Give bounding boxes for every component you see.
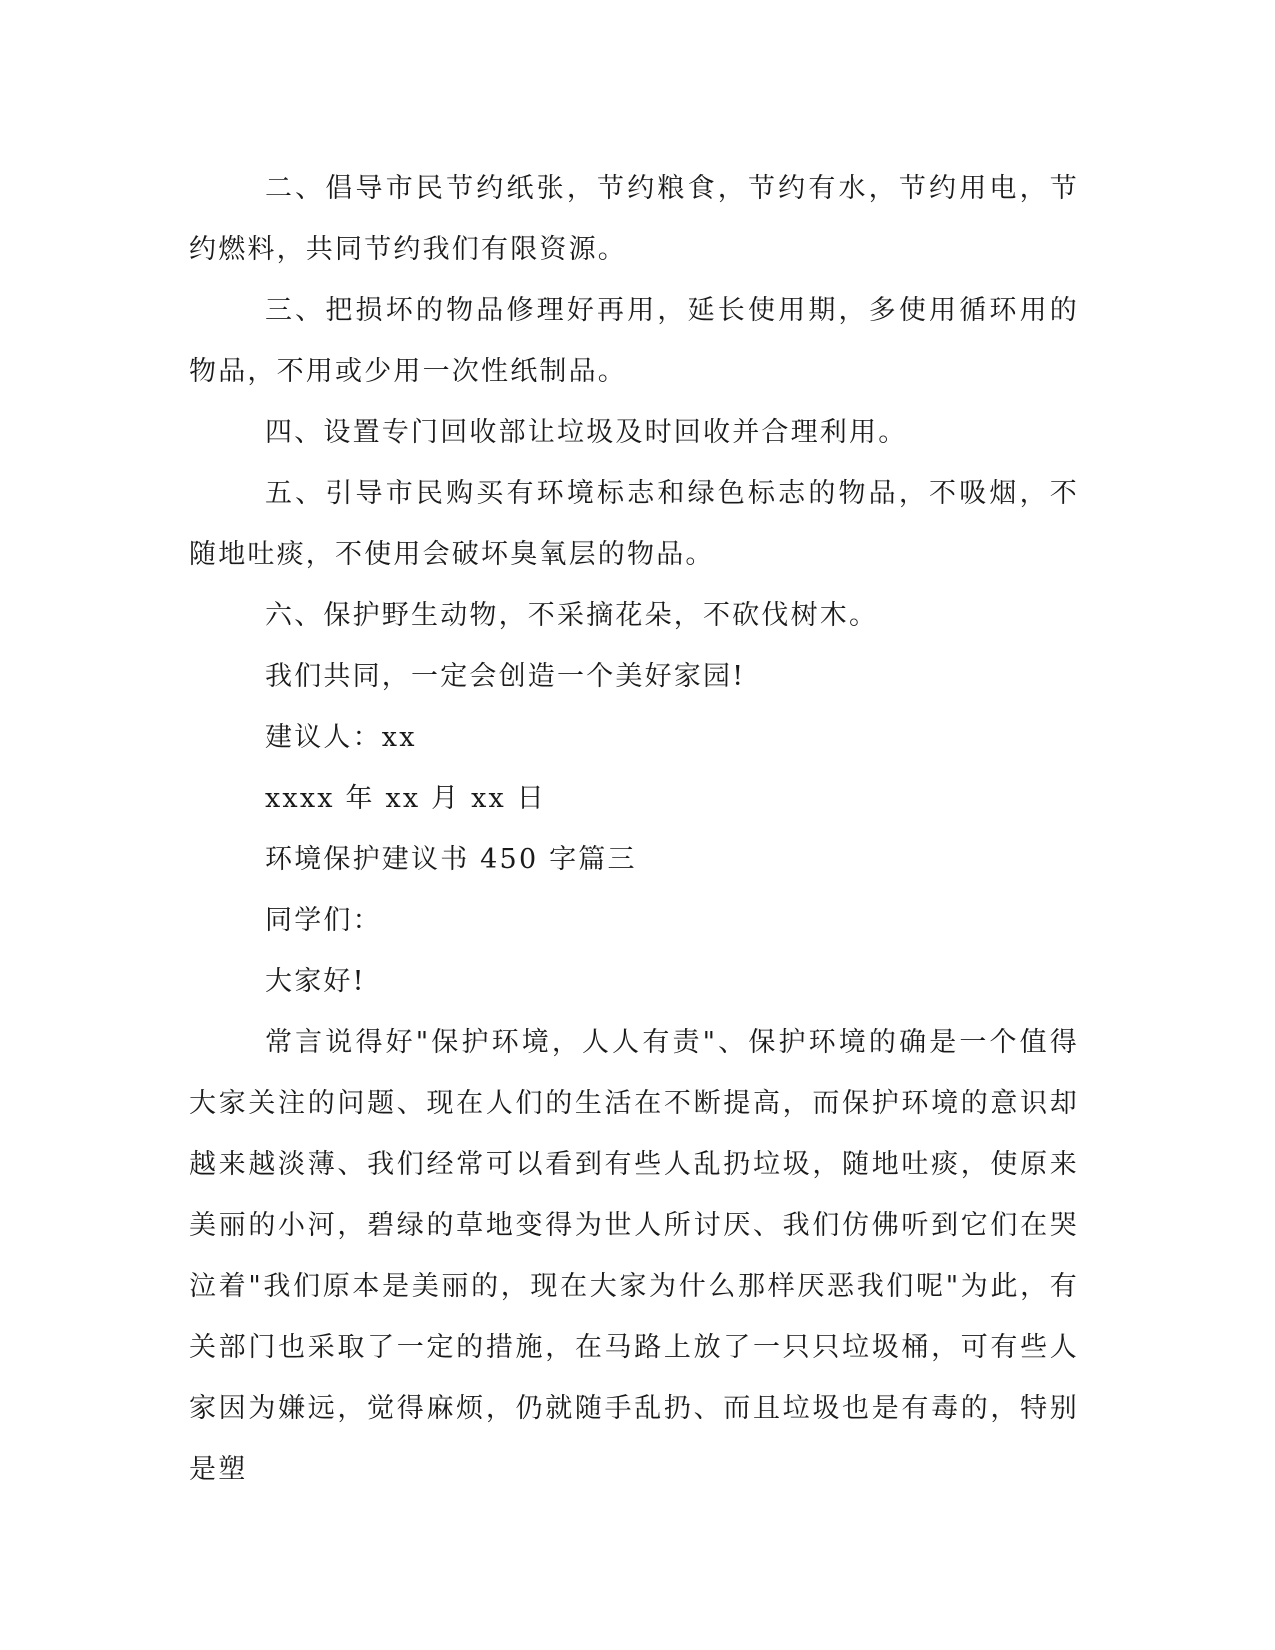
paragraph-3: 三、把损坏的物品修理好再用，延长使用期，多使用循环用的物品，不用或少用一次性纸制品。 — [189, 295, 1079, 387]
salutation: 同学们： — [265, 905, 382, 936]
document-body — [189, 158, 1079, 1500]
paragraph-6: 六、保护野生动物，不采摘花朵，不砍伐树木。 — [265, 600, 879, 631]
date-line: xxxx 年 xx 月 xx 日 — [265, 783, 546, 814]
proposer-line: 建议人：xx — [265, 722, 417, 753]
paragraph-4: 四、设置专门回收部让垃圾及时回收并合理利用。 — [265, 417, 908, 448]
section-title: 环境保护建议书 450 字篇三 — [265, 844, 637, 875]
closing-line: 我们共同，一定会创造一个美好家园! — [265, 661, 746, 692]
paragraph-5: 五、引导市民购买有环境标志和绿色标志的物品，不吸烟，不随地吐痰，不使用会破坏臭氧层的物品。 — [189, 478, 1079, 570]
greeting: 大家好! — [265, 966, 366, 997]
paragraph-2: 二、倡导市民节约纸张，节约粮食，节约有水，节约用电，节约燃料，共同节约我们有限资源。 — [189, 173, 1079, 265]
body-paragraph: 常言说得好"保护环境，人人有责"、保护环境的确是一个值得大家关注的问题、现在人们的生活在不断提高，而保护环境的意识却越来越淡薄、我们经常可以看到有些人乱扔垃圾，随地吐痰，使原来美丽的小河，碧绿的草地变得为世人所讨厌、我们仿佛听到它们在哭泣着"我们原本是美丽的，现在大家为什么那样厌恶我们呢"为此，有关部门也采取了一定的措施，在马路上放了一只只垃圾桶，可有些人家因为嫌远，觉得麻烦，仍就随手乱扔、而且垃圾也是有毒的，特别是塑 — [189, 1027, 1079, 1485]
